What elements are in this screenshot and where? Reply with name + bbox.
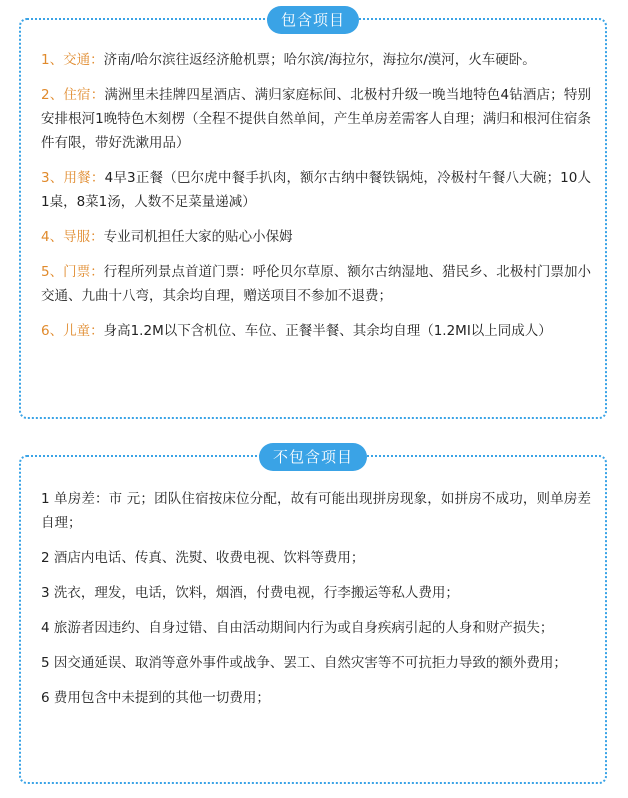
item-text: 身高1.2M以下含机位、车位、正餐半餐、其余均自理（1.2MI以上同成人） (103, 323, 552, 339)
item-label: 1、交通： (41, 52, 104, 68)
excluded-item-hotel-services: 2 酒店内电话、传真、洗熨、收费电视、饮料等费用； (41, 550, 365, 566)
excluded-list (41, 487, 591, 721)
excluded-section (19, 448, 607, 784)
item-label: 4、导服： (41, 229, 104, 245)
item-label: 2、住宿： (41, 87, 105, 103)
included-item-children (41, 319, 591, 343)
included-item-meals (41, 166, 591, 214)
item-text: 济南/哈尔滨往返经济舱机票；哈尔滨/海拉尔，海拉尔/漠河，火车硬卧。 (103, 52, 536, 68)
excluded-item-force-majeure: 5 因交通延误、取消等意外事件或战争、罢工、自然灾害等不可抗拒力导致的额外费用； (41, 655, 567, 671)
item-text: 4早3正餐（巴尔虎中餐手扒肉，额尔古纳中餐铁锅炖，冷极村午餐八大碗；10人1桌，8菜1汤，人数不足菜量递减） (41, 170, 591, 210)
included-title: 包含项目 (267, 6, 359, 34)
item-label: 3、用餐： (41, 170, 105, 186)
excluded-item-other-costs: 6 费用包含中未提到的其他一切费用； (41, 690, 270, 706)
included-item-accommodation (41, 83, 591, 155)
item-text: 行程所列景点首道门票：呼伦贝尔草原、额尔古纳湿地、猎民乡、北极村门票加小交通、九曲十八弯，其余均自理，赠送项目不参加不退费； (41, 264, 591, 304)
included-item-guide (41, 225, 591, 249)
item-text: 专业司机担任大家的贴心小保姆 (103, 229, 293, 245)
item-label: 6、儿童： (41, 323, 104, 339)
excluded-item-personal-loss: 4 旅游者因违约、自身过错、自由活动期间内行为或自身疾病引起的人身和财产损失； (41, 620, 554, 636)
included-item-transport (41, 48, 591, 72)
included-section (19, 11, 607, 419)
excluded-item-personal-expenses: 3 洗衣，理发，电话，饮料，烟酒，付费电视，行李搬运等私人费用； (41, 585, 459, 601)
item-text: 满洲里未挂牌四星酒店、满归家庭标间、北极村升级一晚当地特色4钻酒店；特别安排根河1晚特色木刻楞（全程不提供自然单间，产生单房差需客人自理；满归和根河住宿条件有限，带好洗漱用品） (41, 87, 592, 151)
excluded-item-single-room: 1 单房差：市 元；团队住宿按床位分配，故有可能出现拼房现象，如拼房不成功，则单房差自理； (41, 491, 591, 531)
included-item-tickets (41, 260, 591, 308)
excluded-title: 不包含项目 (259, 443, 367, 471)
included-list (41, 48, 591, 354)
item-label: 5、门票： (41, 264, 104, 280)
